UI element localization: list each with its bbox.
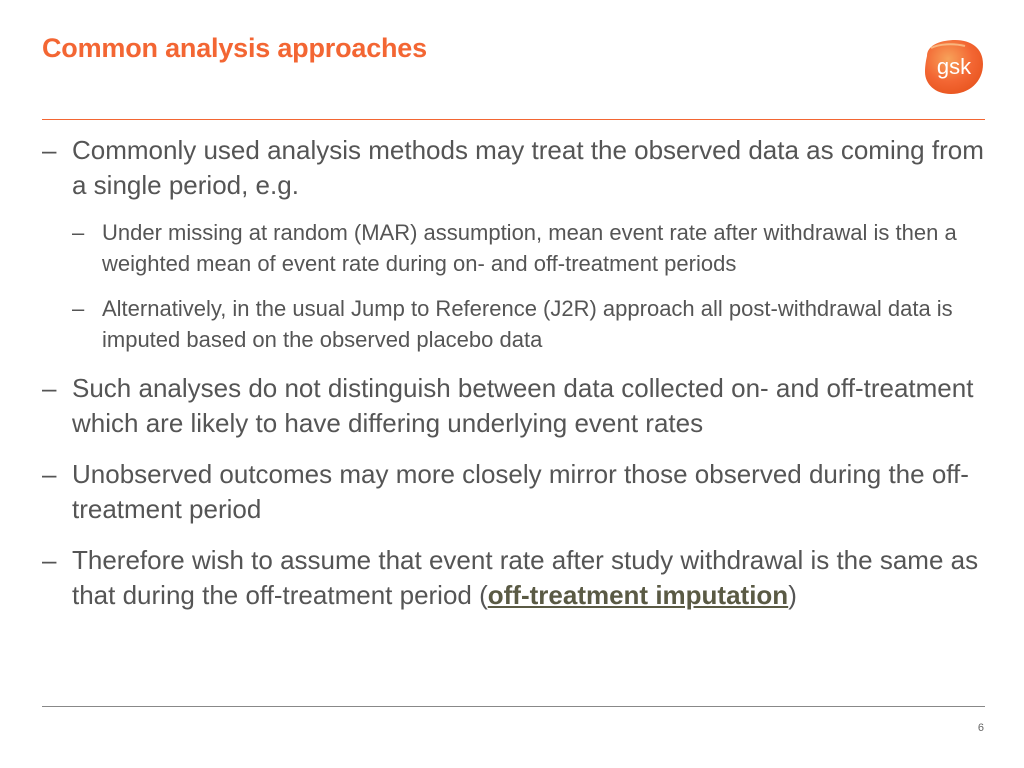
page-number: 6 <box>977 722 984 734</box>
bullet-text: Alternatively, in the usual Jump to Reference (J2R) approach all post-withdrawal data is imputed based on the observed placebo data <box>102 296 953 352</box>
bullet-dash: – <box>42 545 57 575</box>
bullet-dash: – <box>72 296 85 321</box>
title-divider <box>42 119 985 120</box>
bullet-dash: – <box>42 373 57 403</box>
off-treatment-imputation-link[interactable]: off-treatment imputation <box>487 579 789 610</box>
sub-bullet-j2r <box>42 293 992 355</box>
bullet-dash: – <box>42 459 57 489</box>
bullet-text: Commonly used analysis methods may treat the observed data as coming from a single period, e.g. <box>72 135 984 200</box>
bullet-dash: – <box>72 220 85 245</box>
slide-title: Common analysis approaches <box>42 33 427 63</box>
footer-divider <box>42 706 985 707</box>
svg-text:gsk: gsk <box>936 54 972 79</box>
bullet-text: Such analyses do not distinguish between data collected on- and off-treatment which are likely to have differing underlying event rates <box>72 373 974 438</box>
bullet-dash: – <box>42 135 57 165</box>
bullet-single-period <box>42 133 992 202</box>
bullet-text: Unobserved outcomes may more closely mirror those observed during the off-treatment period <box>72 459 969 524</box>
bullet-no-distinction <box>42 371 992 440</box>
sub-bullet-mar <box>42 217 992 279</box>
gsk-logo <box>921 38 985 96</box>
bullet-unobserved-outcomes <box>42 457 992 526</box>
bullet-therefore <box>42 543 992 612</box>
bullet-text-after: ) <box>788 579 797 610</box>
bullet-text-before: Therefore wish to assume that event rate after study withdrawal is the same as that during the off-treatment period ( <box>72 545 979 610</box>
bullet-text: Under missing at random (MAR) assumption, mean event rate after withdrawal is then a weighted mean of event rate during on- and off-treatment periods <box>102 220 957 276</box>
slide-body <box>42 133 992 629</box>
